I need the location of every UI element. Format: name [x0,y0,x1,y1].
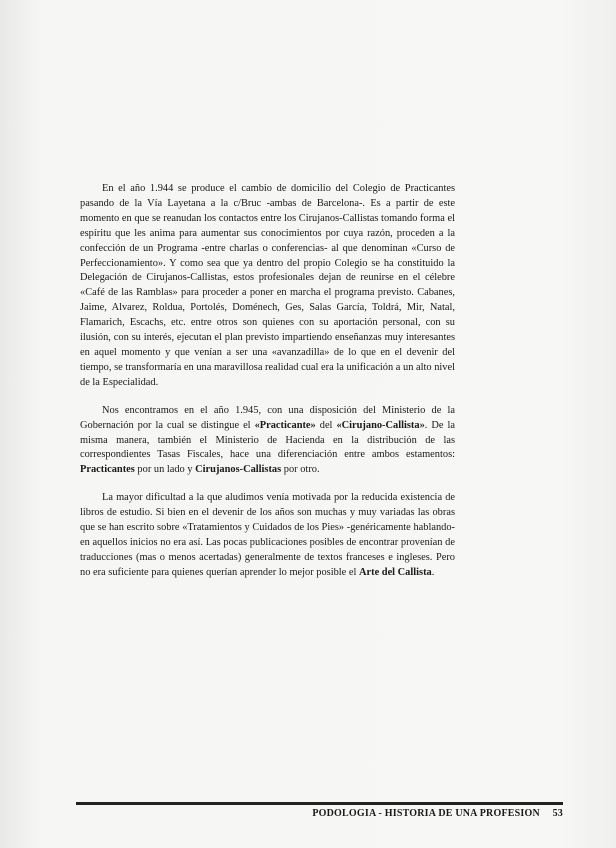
paragraph-2 [80,404,455,479]
footer-rule [76,802,563,805]
page-number: 53 [552,808,563,819]
paragraph-3 [80,491,455,580]
text-run: La mayor dificultad a la que aludimos venía motivada por la reducida existencia de libros de estudio. Si bien en el devenir de los años son muchas y muy variadas las obras que se han escrito sobre «Tratamientos y Cuidados de los Pies» -genéricamente hablando- en aquellos inicios no era así. Las pocas publicaciones posibles de encontrar provenían de traducciones (mas o menos acertadas) generalmente de textos franceses e ingleses. Pero no era suficiente para quienes querían aprender lo mejor posible el [80,492,455,578]
paragraph-1 [80,182,455,391]
running-title: PODOLOGIA - HISTORIA DE UNA PROFESION [312,808,540,819]
text-run: En el año 1.944 se produce el cambio de domicilio del Colegio de Practicantes pasando de la Vía Layetana a la c/Bruc -ambas de Barcelona-. Es a partir de este momento en que se reanudan los contactos entre los Cirujanos-Callistas tomando forma el espíritu que les anima para aumentar sus conocimientos por cuya razón, proceden a la confección de un Programa -entre charlas o conferencias- al que denominan «Curso de Perfeccionamiento». Y como sea que ya dentro del propio Colegio se ha constituido la Delegación de Cirujanos-Callistas, estos profesionales dejan de reunirse en el célebre «Café de las Ramblas» para proceder a poner en marcha el programa previsto. Cabanes, Jaime, Alvarez, Roldua, Portolés, Doménech, Ges, Salas García, Toldrá, Mir, Natal, Flamarich, Escachs, etc. entre otros son quienes con su aportación personal, con su ilusión, con su interés, ejecutan el plan previsto impartiendo enseñanzas muy interesantes en aquel momento y que venían a ser una «avanzadilla» de lo que en el devenir del tiempo, se transformaría en una maravillosa realidad cual era la unificación a un alto nivel de la Especialidad. [80,183,455,388]
text-run: por otro. [281,464,320,476]
text-run: . [431,566,435,578]
text-run: . De la misma manera, también el Ministerio de Hacienda en la distribución de las correspondientes Tasas Fiscales, hace una diferenciación entre ambos estamentos: [80,419,455,461]
text-run: del [315,419,337,431]
bold-term: Arte del Callista [359,566,432,578]
body-text [80,182,455,594]
text-run: Nos encontramos en el año 1.945, con una disposición del Ministerio de la Gobernación por la cual se distingue el [80,404,455,431]
text-run: por un lado y [134,464,196,476]
bold-term: Practicantes [80,464,135,476]
page-footer [300,808,563,819]
bold-term: «Cirujano-Callista» [336,419,425,431]
bold-term: Cirujanos-Callistas [195,464,282,476]
bold-term: «Practicante» [254,419,316,431]
